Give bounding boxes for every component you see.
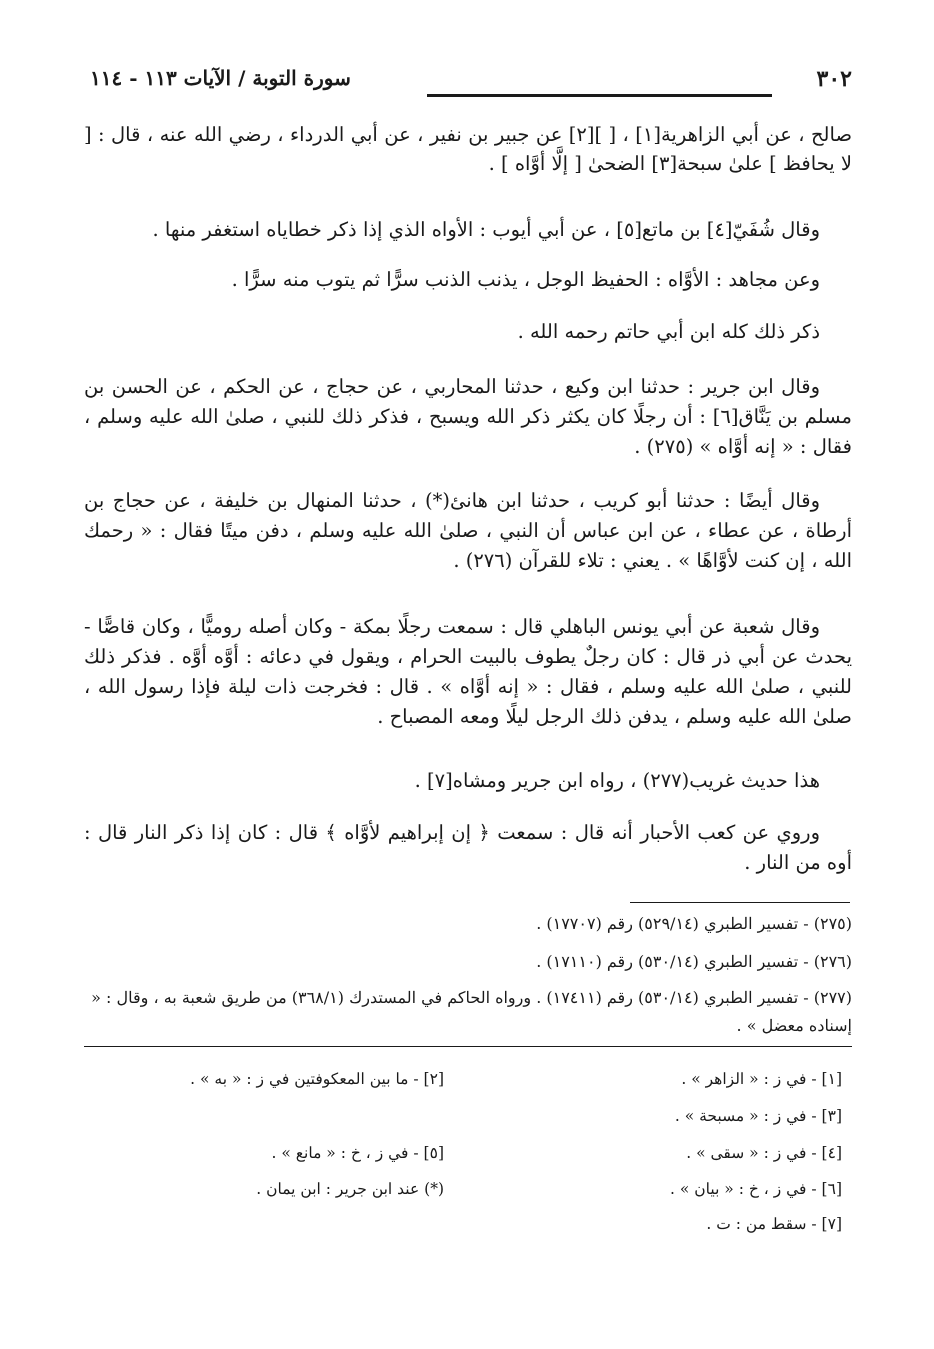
manuscript-note: [٢] - ما بين المعكوفتين في ز : « به » . bbox=[190, 1070, 444, 1088]
manuscript-note: [٦] - في ز ، خ : « بيان » . bbox=[670, 1180, 842, 1198]
page-number: ٣٠٢ bbox=[816, 66, 852, 92]
manuscript-note: [٧] - سقط من : ت . bbox=[706, 1215, 842, 1233]
manuscript-note: [٥] - في ز ، خ : « مانع » . bbox=[271, 1144, 444, 1162]
manuscript-note: [٤] - في ز : « سقى » . bbox=[686, 1144, 842, 1162]
paragraph: وقال شعبة عن أبي يونس الباهلي قال : سمعت رجلًا بمكة - وكان أصله روميًّا ، وكان قاصًّا - يحدث عن أبي ذر قال : كان رجلٌ يطوف بالبيت الحرام ، ويقول في دعائه : أوَّه أوَّه . فذكر ذلك للنبي ، صلىٰ الله عليه وسلم ، فقال : « إنه أوَّاه » . قال : فخرجت ذات ليلة فإذا رسول الله ، صلىٰ الله عليه وسلم ، يدفن ذلك الرجل ليلًا ومعه المصباح . bbox=[84, 615, 852, 728]
running-title: سورة التوبة / الآيات ١١٣ - ١١٤ bbox=[90, 66, 351, 90]
paragraph: ذكر ذلك كله ابن أبي حاتم رحمه الله . bbox=[517, 320, 820, 343]
manuscript-note: (*) عند ابن جرير : ابن يمان . bbox=[256, 1180, 444, 1198]
footnote: (٢٧٧) - تفسير الطبري (٥٣٠/١٤) رقم (١٧٤١١) . ورواه الحاكم في المستدرك (٣٦٨/١) من طريق شعبة به ، وقال : « إسناده معضل » . bbox=[91, 988, 852, 1035]
paragraph: هذا حديث غريب(٢٧٧) ، رواه ابن جرير ومشاه[٧] . bbox=[414, 769, 820, 792]
footnote: (٢٧٥) - تفسير الطبري (٥٢٩/١٤) رقم (١٧٧٠٧) . bbox=[536, 914, 852, 933]
paragraph: صالح ، عن أبي الزاهرية[١] ، [ ][٢] عن جبير بن نفير ، عن أبي الدرداء ، رضي الله عنه ، قال : [ لا يحافظ ] علىٰ سبحة[٣] الضحىٰ [ إلَّا أوَّاه ] . bbox=[84, 123, 853, 175]
manuscript-note: [٣] - في ز : « مسبحة » . bbox=[674, 1107, 842, 1125]
paragraph: وعن مجاهد : الأوَّاه : الحفيظ الوجل ، يذنب الذنب سرًّا ثم يتوب منه سرًّا . bbox=[231, 268, 820, 291]
paragraph: وقال أيضًا : حدثنا أبو كريب ، حدثنا ابن هانئ(*) ، حدثنا المنهال بن خليفة ، عن حجاج بن أرطاة ، عن عطاء ، عن ابن عباس أن النبي ، صلىٰ الله عليه وسلم ، دفن ميتًا فقال : « رحمك الله ، إن كنت لأوَّاهًا » . يعني : تلاء للقرآن (٢٧٦) . bbox=[84, 489, 852, 572]
footnote: (٢٧٦) - تفسير الطبري (٥٣٠/١٤) رقم (١٧١١٠) . bbox=[536, 952, 852, 971]
paragraph: وقال شُفَيّ[٤] بن ماتع[٥] ، عن أبي أيوب : الأواه الذي إذا ذكر خطاياه استغفر منها . bbox=[152, 218, 820, 241]
header-rule bbox=[427, 94, 772, 97]
footnote-rule bbox=[630, 902, 850, 903]
notes-rule bbox=[84, 1046, 852, 1047]
paragraph: وقال ابن جرير : حدثنا ابن وكيع ، حدثنا المحاربي ، عن حجاج ، عن الحكم ، عن الحسن بن مسلم بن يَنَّاق[٦] : أن رجلًا كان يكثر ذكر الله ويسبح ، فذكر ذلك للنبي ، صلىٰ الله عليه وسلم ، فقال : « إنه أوَّاه » (٢٧٥) . bbox=[84, 375, 852, 458]
manuscript-note: [١] - في ز : « الزاهر » . bbox=[681, 1070, 842, 1088]
page-header bbox=[90, 66, 852, 106]
paragraph: وروي عن كعب الأحبار أنه قال : سمعت ﴿ إن إبراهيم لأوَّاه ﴾ قال : كان إذا ذكر النار قال : أوه من النار . bbox=[84, 821, 852, 874]
